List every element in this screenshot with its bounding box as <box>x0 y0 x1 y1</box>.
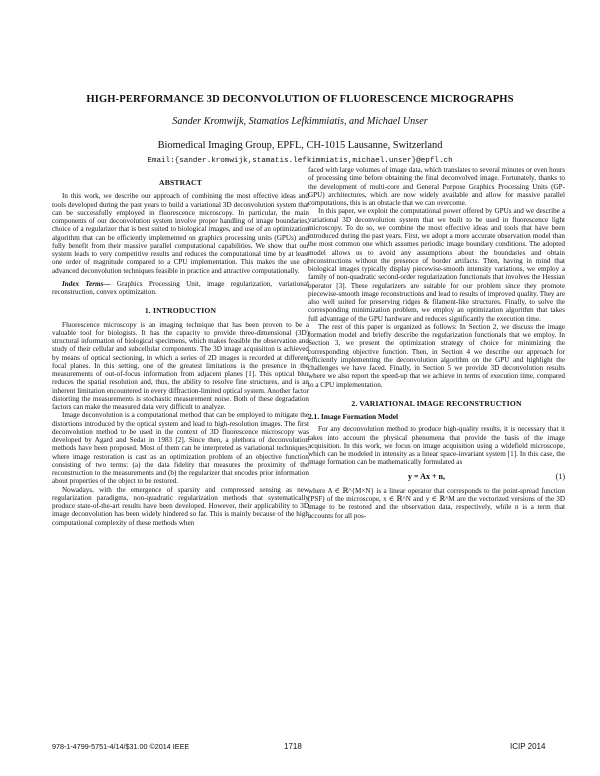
intro-paragraph-4: faced with large volumes of image data, which translates to several minutes or even hours of processing time before obtaining the final deconvolved image. Fortunately, thanks to the development of multi-core and General Purpose Graphics Processing Units (GP-GPU) architectures, which are now widely available and allow for massive parallel computations, this is an obstacle that we can overcome. <box>308 166 565 207</box>
section2-paragraph-2: where A ∈ ℝ^{M×N} is a linear operator that corresponds to the point-spread function (PSF) of the microscope, x ∈ ℝ^N and y ∈ ℝ^M are the vectorized versions of the 3D image to be restored and the observation data, respectively, while n is a term that accounts for all pos- <box>308 486 565 520</box>
paper-title: HIGH-PERFORMANCE 3D DECONVOLUTION OF FLUORESCENCE MICROGRAPHS <box>86 94 514 105</box>
section2-heading: 2. VARIATIONAL IMAGE RECONSTRUCTION <box>351 398 522 408</box>
footer-page-number: 1718 <box>284 742 302 751</box>
equation-number: (1) <box>555 471 565 481</box>
index-terms <box>52 280 309 297</box>
intro-paragraph-5: In this paper, we exploit the computational power offered by GPUs and we describe a variational 3D deconvolution system that we built to be used in fluorescence light microscopy. To do so, we combine the most effective ideas and tools that have been introduced during the past years. First, we adopt a more accurate observation model than the most common one which assumes periodic image boundary conditions. The adopted model allows us to avoid any assumptions about the boundaries and obtain reconstructions without the presence of border artifacts. Then, having in mind that biological images typically display piecewise-smooth intensity variations, we employ a family of non-quadratic second-order regularization functionals that involves the Hessian operator [3]. These regularizers are suitable for our problem since they promote piecewise-smooth image reconstructions and lead to results of improved quality. They are also well suited for preserving ridges & filament-like structures. Finally, to solve the corresponding minimization problem, we employ an optimization algorithm that takes full advantage of the GPU hardware and reduces significantly the execution time. <box>308 207 565 323</box>
section2-paragraph-1: For any deconvolution method to produce high-quality results, it is necessary that it takes into account the physical phenomena that provide the basis of the image acquisition. In this work, we focus on image acquisition using a widefield microscope, which can be modeled in intensity as a linear space-invariant system [1]. In this case, the image formation can be mathematically formulated as <box>308 425 565 467</box>
right-column <box>308 166 565 520</box>
equation-body: y = Ax + n, <box>408 471 445 481</box>
equation-1 <box>308 473 565 481</box>
paper-authors: Sander Kromwijk, Stamatios Lefkimmiatis, and Michael Unser <box>172 116 428 127</box>
subsection-2-1-heading: 2.1. Image Formation Model <box>308 412 399 421</box>
footer-venue: ICIP 2014 <box>510 742 546 751</box>
intro-paragraph-2: Image deconvolution is a computational method that can be employed to mitigate the distortions introduced by the optical system and lead to high-resolution images. The first deconvolution method to be used in the context of 3D fluorescence microscopy was developed by Agard and Sedat in 1983 [2]. Since then, a plethora of deconvolution methods have been proposed. Most of them can be interpreted as variational techniques, where image restoration is cast as an optimization problem of an objective function consisting of two terms: (a) the data fidelity that measures the proximity of the reconstruction to the measurements and (b) the regularizer that encodes prior information about properties of the object to be restored. <box>52 411 309 486</box>
paper-email: Email:{sander.kromwijk,stamatis.lefkimmiatis,michael.unser}@epfl.ch <box>147 157 453 165</box>
intro-paragraph-3: Nowadays, with the emergence of sparsity and compressed sensing as new regularization paradigms, non-quadratic regularization methods that systematically produce state-of-the-art results have been developed. However, their applicability to 3D image deconvolution has been widely hindered so far. This is mainly because of the high computational complexity of these methods when <box>52 485 309 527</box>
intro-heading: 1. INTRODUCTION <box>144 306 217 316</box>
paper-affiliation: Biomedical Imaging Group, EPFL, CH-1015 Lausanne, Switzerland <box>157 140 443 151</box>
index-terms-label: Index Terms— <box>62 279 111 288</box>
abstract-text: In this work, we describe our approach of combining the most effective ideas and tools developed during the past years to build a variational 3D deconvolution system that can be successfully employed in fluorescence microscopy. In particular, the main components of our deconvolution system involve proper handling of image boundaries, choice of a regularizer that is best suited to biological images, and use of an optimization algorithm that can be efficiently implemented on graphics processing units (GPUs) and fully benefit from their massive parallel computational capabilities. We show that our system leads to very competitive results and reduces the computational time by at least one order of magnitude compared to a CPU implementation. This makes the use of advanced deconvolution techniques feasible in practice and attractive computationally. <box>52 192 309 275</box>
index-terms-text: Graphics Processing Unit, image regularization, variational reconstruction, convex optimization. <box>52 279 309 296</box>
footer-isbn: 978-1-4799-5751-4/14/$31.00 ©2014 IEEE <box>52 742 190 751</box>
intro-paragraph-6: The rest of this paper is organized as follows: In Section 2, we discuss the image formation model and briefly describe the regularization functionals that we employ. In Section 3, we present the optimization strategy of choice for minimizing the corresponding objective function. Then, in Section 4 we describe our approach for efficiently implementing the deconvolution algorithm on the GPU and highlight the challenges we have faced. Finally, in Section 5 we provide 3D deconvolution results where we also report the speed-up that we achieve in terms of execution time, compared to a CPU implementation. <box>308 322 565 389</box>
intro-paragraph-1: Fluorescence microscopy is an imaging technique that has been proven to be a valuable tool for biologists. It has the capacity to provide three-dimensional (3D) structural information of biological specimens, which makes feasible the observation and study of their cellular and subcellular components. The 3D image acquisition is achieved by means of optical sectioning, in which a series of 2D images is recorded at different focal planes. In this setting, one of the greatest limitations is the presence in the measurements of out-of-focus information from adjacent planes [1]. This optical blur reduces the spatial resolution and, thus, the ability to resolve fine structures, and is an inherent limitation encountered in every diffraction-limited optical system. Another factor distorting the measurements is stochastic measurement noise. Both of these degradation factors can make the measured data very difficult to analyze. <box>52 320 309 411</box>
abstract-heading: ABSTRACT <box>159 178 202 187</box>
left-column <box>52 168 309 527</box>
